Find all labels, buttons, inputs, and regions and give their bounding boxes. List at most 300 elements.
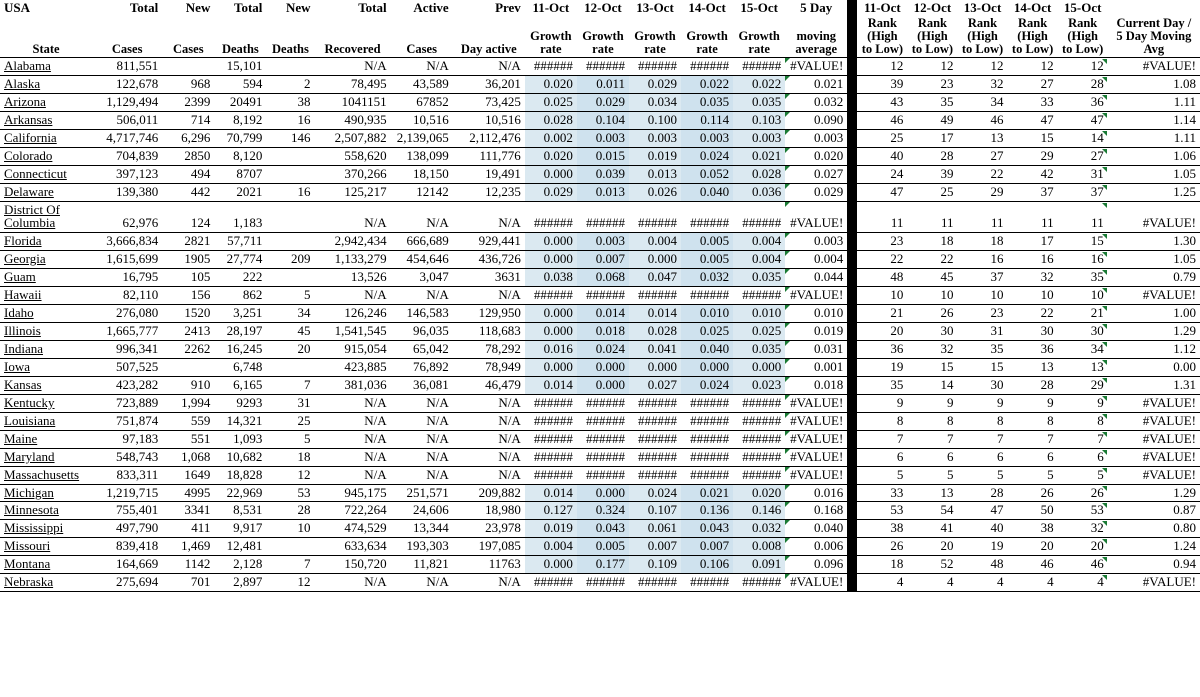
table-row[interactable] xyxy=(0,112,1200,130)
state-label: Montana xyxy=(4,556,51,572)
growth-rate-cell: ###### xyxy=(733,201,785,233)
growth-rate-cell: 0.034 xyxy=(629,94,681,112)
current-vs-avg-cell: 1.25 xyxy=(1108,183,1200,201)
growth-rate-cell: 0.106 xyxy=(681,556,733,574)
growth-rate-cell: ###### xyxy=(525,287,577,305)
rank-cell: 27 xyxy=(957,148,1007,166)
state-label: Alabama xyxy=(4,58,51,74)
header-main-cell: Cases xyxy=(391,16,453,58)
new-deaths-cell: 16 xyxy=(266,112,314,130)
growth-rate-cell: 0.104 xyxy=(577,112,629,130)
growth-rate-cell: 0.061 xyxy=(629,520,681,538)
growth-rate-cell: 0.107 xyxy=(629,502,681,520)
state-label: Delaware xyxy=(4,183,54,199)
new-deaths-cell xyxy=(266,201,314,233)
growth-rate-cell: 0.024 xyxy=(681,376,733,394)
active-cases-cell: N/A xyxy=(391,394,453,412)
rank-cell: 34 xyxy=(1058,341,1108,359)
current-vs-avg-cell: 1.05 xyxy=(1108,251,1200,269)
current-vs-avg-cell: 1.00 xyxy=(1108,305,1200,323)
growth-rate-cell: 0.136 xyxy=(681,502,733,520)
rank-cell: 25 xyxy=(907,183,957,201)
rank-cell: 30 xyxy=(1008,323,1058,341)
new-cases-cell: 494 xyxy=(162,165,214,183)
new-cases-cell: 411 xyxy=(162,520,214,538)
rank-cell: 13 xyxy=(1058,358,1108,376)
rank-cell: 7 xyxy=(857,430,907,448)
table-row[interactable] xyxy=(0,269,1200,287)
column-separator xyxy=(847,430,857,448)
growth-rate-cell: 0.032 xyxy=(681,269,733,287)
new-deaths-cell: 5 xyxy=(266,287,314,305)
moving-average-cell: 0.027 xyxy=(785,165,847,183)
state-name-cell[interactable] xyxy=(0,287,92,305)
state-name-cell[interactable] xyxy=(0,484,92,502)
table-row[interactable] xyxy=(0,538,1200,556)
growth-rate-cell: 0.028 xyxy=(629,323,681,341)
recovered-cell: N/A xyxy=(314,448,390,466)
total-cases-cell: 811,551 xyxy=(92,58,162,76)
total-deaths-cell: 6,165 xyxy=(214,376,266,394)
state-name-cell[interactable] xyxy=(0,394,92,412)
new-cases-cell: 910 xyxy=(162,376,214,394)
new-cases-cell: 105 xyxy=(162,269,214,287)
state-name-cell[interactable] xyxy=(0,556,92,574)
total-cases-cell: 423,282 xyxy=(92,376,162,394)
new-deaths-cell: 45 xyxy=(266,323,314,341)
prev-day-active-cell: 197,085 xyxy=(453,538,525,556)
growth-rate-cell: 0.047 xyxy=(629,269,681,287)
header-top-cell: Prev xyxy=(495,0,521,15)
header-top-cell: Total xyxy=(233,0,263,15)
growth-rate-cell: 0.014 xyxy=(577,305,629,323)
rank-cell: 4 xyxy=(907,574,957,592)
rank-cell: 38 xyxy=(1008,520,1058,538)
state-name-cell[interactable] xyxy=(0,448,92,466)
state-name-cell[interactable] xyxy=(0,94,92,112)
state-label: Colorado xyxy=(4,148,53,163)
rank-cell: 32 xyxy=(957,76,1007,94)
rank-cell: 23 xyxy=(857,233,907,251)
growth-rate-cell: 0.177 xyxy=(577,556,629,574)
moving-average-cell: 0.001 xyxy=(785,358,847,376)
total-cases-cell: 276,080 xyxy=(92,305,162,323)
table-row[interactable] xyxy=(0,341,1200,359)
header-top-cell: 11-Oct xyxy=(863,0,901,15)
current-vs-avg-cell: 1.29 xyxy=(1108,484,1200,502)
recovered-cell: 633,634 xyxy=(314,538,390,556)
recovered-cell: 2,942,434 xyxy=(314,233,390,251)
new-deaths-cell: 20 xyxy=(266,341,314,359)
rank-cell: 4 xyxy=(1008,574,1058,592)
state-name-cell[interactable] xyxy=(0,466,92,484)
growth-rate-cell: ###### xyxy=(629,448,681,466)
state-label: Alaska xyxy=(4,76,41,92)
recovered-cell: 474,529 xyxy=(314,520,390,538)
recovered-cell: N/A xyxy=(314,412,390,430)
header-main-cell: Cases xyxy=(162,16,214,58)
table-row[interactable] xyxy=(0,94,1200,112)
table-row[interactable] xyxy=(0,466,1200,484)
table-row[interactable] xyxy=(0,287,1200,305)
rank-cell: 11 xyxy=(857,201,907,233)
active-cases-cell: 67852 xyxy=(391,94,453,112)
prev-day-active-cell: 23,978 xyxy=(453,520,525,538)
header-top-cell: New xyxy=(285,0,311,15)
table-row[interactable] xyxy=(0,233,1200,251)
rank-cell: 26 xyxy=(907,305,957,323)
column-separator xyxy=(847,165,857,183)
rank-cell: 7 xyxy=(1008,430,1058,448)
table-row[interactable] xyxy=(0,412,1200,430)
header-top-cell: Active xyxy=(413,0,449,15)
state-label: Missouri xyxy=(4,538,51,554)
rank-cell: 17 xyxy=(907,130,957,148)
table-row[interactable] xyxy=(0,76,1200,94)
growth-rate-cell: 0.000 xyxy=(577,358,629,376)
rank-cell: 36 xyxy=(857,341,907,359)
active-cases-cell: 3,047 xyxy=(391,269,453,287)
new-cases-cell: 701 xyxy=(162,574,214,592)
state-name-cell[interactable] xyxy=(0,130,92,148)
moving-average-cell: 0.010 xyxy=(785,305,847,323)
prev-day-active-cell: 12,235 xyxy=(453,183,525,201)
rank-cell: 5 xyxy=(857,466,907,484)
rank-cell: 46 xyxy=(1008,556,1058,574)
active-cases-cell: N/A xyxy=(391,287,453,305)
total-deaths-cell: 8,531 xyxy=(214,502,266,520)
state-name-cell[interactable] xyxy=(0,412,92,430)
rank-cell: 26 xyxy=(1008,484,1058,502)
state-name-cell[interactable] xyxy=(0,251,92,269)
header-top-cell: Total xyxy=(129,0,159,15)
current-vs-avg-cell: 1.11 xyxy=(1108,130,1200,148)
header-main-cell: moving average xyxy=(785,16,847,58)
prev-day-active-cell: 118,683 xyxy=(453,323,525,341)
new-cases-cell: 2850 xyxy=(162,148,214,166)
recovered-cell: N/A xyxy=(314,287,390,305)
header-main-cell: Rank (High to Low) xyxy=(857,16,907,58)
header-main-cell: Rank (High to Low) xyxy=(1058,16,1108,58)
rank-cell: 28 xyxy=(1008,376,1058,394)
moving-average-cell: #VALUE! xyxy=(785,466,847,484)
recovered-cell: N/A xyxy=(314,574,390,592)
total-cases-cell: 833,311 xyxy=(92,466,162,484)
total-deaths-cell: 14,321 xyxy=(214,412,266,430)
total-deaths-cell: 12,481 xyxy=(214,538,266,556)
state-name-cell[interactable] xyxy=(0,112,92,130)
rank-cell: 24 xyxy=(857,165,907,183)
active-cases-cell: 193,303 xyxy=(391,538,453,556)
total-deaths-cell: 10,682 xyxy=(214,448,266,466)
state-name-cell[interactable] xyxy=(0,58,92,76)
header-row-main xyxy=(0,16,1200,58)
new-cases-cell: 551 xyxy=(162,430,214,448)
recovered-cell: N/A xyxy=(314,394,390,412)
table-row[interactable] xyxy=(0,251,1200,269)
growth-rate-cell: 0.040 xyxy=(681,341,733,359)
state-name-cell[interactable] xyxy=(0,269,92,287)
table-row[interactable] xyxy=(0,574,1200,592)
total-deaths-cell: 20491 xyxy=(214,94,266,112)
column-separator xyxy=(847,341,857,359)
recovered-cell: 945,175 xyxy=(314,484,390,502)
active-cases-cell: 454,646 xyxy=(391,251,453,269)
growth-rate-cell: 0.000 xyxy=(525,323,577,341)
recovered-cell: 78,495 xyxy=(314,76,390,94)
state-name-cell[interactable] xyxy=(0,148,92,166)
prev-day-active-cell: 929,441 xyxy=(453,233,525,251)
rank-cell: 12 xyxy=(1008,58,1058,76)
rank-cell: 45 xyxy=(907,269,957,287)
rank-cell: 12 xyxy=(857,58,907,76)
growth-rate-cell: 0.014 xyxy=(525,376,577,394)
rank-cell: 40 xyxy=(957,520,1007,538)
moving-average-cell: 0.003 xyxy=(785,233,847,251)
rank-cell: 37 xyxy=(957,269,1007,287)
current-vs-avg-cell: #VALUE! xyxy=(1108,466,1200,484)
active-cases-cell: 36,081 xyxy=(391,376,453,394)
column-separator xyxy=(847,16,857,58)
state-name-cell[interactable] xyxy=(0,76,92,94)
growth-rate-cell: 0.018 xyxy=(577,323,629,341)
rank-cell: 37 xyxy=(1058,183,1108,201)
rank-cell: 33 xyxy=(857,484,907,502)
new-deaths-cell: 31 xyxy=(266,394,314,412)
table-row[interactable] xyxy=(0,305,1200,323)
rank-cell: 11 xyxy=(1008,201,1058,233)
rank-cell: 29 xyxy=(957,183,1007,201)
table-row[interactable] xyxy=(0,183,1200,201)
rank-cell: 29 xyxy=(1058,376,1108,394)
header-main-cell: Deaths xyxy=(266,16,314,58)
new-cases-cell: 968 xyxy=(162,76,214,94)
state-name-cell[interactable] xyxy=(0,165,92,183)
state-name-cell[interactable] xyxy=(0,233,92,251)
rank-cell: 41 xyxy=(907,520,957,538)
recovered-cell: 13,526 xyxy=(314,269,390,287)
moving-average-cell: #VALUE! xyxy=(785,58,847,76)
growth-rate-cell: 0.010 xyxy=(681,305,733,323)
header-top-cell: New xyxy=(185,0,211,15)
prev-day-active-cell: 78,292 xyxy=(453,341,525,359)
column-separator xyxy=(847,394,857,412)
prev-day-active-cell: N/A xyxy=(453,412,525,430)
growth-rate-cell: 0.020 xyxy=(525,76,577,94)
rank-cell: 35 xyxy=(857,376,907,394)
table-row[interactable] xyxy=(0,520,1200,538)
recovered-cell: 1,541,545 xyxy=(314,323,390,341)
total-deaths-cell: 16,245 xyxy=(214,341,266,359)
table-row[interactable] xyxy=(0,58,1200,76)
moving-average-cell: #VALUE! xyxy=(785,201,847,233)
rank-cell: 8 xyxy=(1058,412,1108,430)
growth-rate-cell: 0.004 xyxy=(733,251,785,269)
state-name-cell[interactable] xyxy=(0,183,92,201)
new-cases-cell: 1905 xyxy=(162,251,214,269)
state-name-cell[interactable] xyxy=(0,520,92,538)
rank-cell: 13 xyxy=(907,484,957,502)
growth-rate-cell: 0.014 xyxy=(525,484,577,502)
rank-cell: 47 xyxy=(857,183,907,201)
state-label: Maryland xyxy=(4,448,55,464)
prev-day-active-cell: 46,479 xyxy=(453,376,525,394)
table-row[interactable] xyxy=(0,502,1200,520)
rank-cell: 18 xyxy=(957,233,1007,251)
rank-cell: 14 xyxy=(1058,130,1108,148)
growth-rate-cell: 0.028 xyxy=(733,165,785,183)
header-main-cell: Recovered xyxy=(314,16,390,58)
state-label: Louisiana xyxy=(4,412,56,428)
total-deaths-cell: 9,917 xyxy=(214,520,266,538)
state-name-cell[interactable] xyxy=(0,358,92,376)
new-deaths-cell: 7 xyxy=(266,556,314,574)
recovered-cell: N/A xyxy=(314,58,390,76)
growth-rate-cell: ###### xyxy=(629,201,681,233)
current-vs-avg-cell: #VALUE! xyxy=(1108,412,1200,430)
growth-rate-cell: ###### xyxy=(681,58,733,76)
total-cases-cell: 1,219,715 xyxy=(92,484,162,502)
active-cases-cell: 666,689 xyxy=(391,233,453,251)
total-cases-cell: 497,790 xyxy=(92,520,162,538)
new-cases-cell: 3341 xyxy=(162,502,214,520)
total-cases-cell: 839,418 xyxy=(92,538,162,556)
total-deaths-cell: 18,828 xyxy=(214,466,266,484)
moving-average-cell: 0.016 xyxy=(785,484,847,502)
table-row[interactable] xyxy=(0,556,1200,574)
total-deaths-cell: 57,711 xyxy=(214,233,266,251)
new-cases-cell: 559 xyxy=(162,412,214,430)
table-row[interactable] xyxy=(0,358,1200,376)
growth-rate-cell: 0.043 xyxy=(577,520,629,538)
recovered-cell: 150,720 xyxy=(314,556,390,574)
new-deaths-cell: 12 xyxy=(266,466,314,484)
table-row[interactable] xyxy=(0,430,1200,448)
new-cases-cell: 124 xyxy=(162,201,214,233)
table-row[interactable] xyxy=(0,448,1200,466)
column-separator xyxy=(847,94,857,112)
total-cases-cell: 548,743 xyxy=(92,448,162,466)
new-deaths-cell: 209 xyxy=(266,251,314,269)
current-vs-avg-cell: #VALUE! xyxy=(1108,430,1200,448)
growth-rate-cell: 0.004 xyxy=(733,233,785,251)
rank-cell: 47 xyxy=(957,502,1007,520)
growth-rate-cell: 0.028 xyxy=(525,112,577,130)
column-separator xyxy=(847,502,857,520)
growth-rate-cell: 0.003 xyxy=(681,130,733,148)
current-vs-avg-cell: #VALUE! xyxy=(1108,58,1200,76)
growth-rate-cell: 0.005 xyxy=(681,233,733,251)
growth-rate-cell: 0.068 xyxy=(577,269,629,287)
growth-rate-cell: ###### xyxy=(577,201,629,233)
growth-rate-cell: ###### xyxy=(629,58,681,76)
prev-day-active-cell: 209,882 xyxy=(453,484,525,502)
new-deaths-cell xyxy=(266,233,314,251)
table-row[interactable] xyxy=(0,148,1200,166)
rank-cell: 22 xyxy=(957,165,1007,183)
active-cases-cell: N/A xyxy=(391,58,453,76)
growth-rate-cell: 0.024 xyxy=(577,341,629,359)
table-row[interactable] xyxy=(0,130,1200,148)
growth-rate-cell: 0.010 xyxy=(733,305,785,323)
header-main-cell: Growth rate xyxy=(525,16,577,58)
state-name-cell[interactable] xyxy=(0,341,92,359)
recovered-cell: 558,620 xyxy=(314,148,390,166)
state-label: Maine xyxy=(4,430,38,446)
column-separator xyxy=(847,287,857,305)
growth-rate-cell: 0.016 xyxy=(525,341,577,359)
header-main-cell: Current Day / 5 Day Moving Avg xyxy=(1108,16,1200,58)
growth-rate-cell: 0.020 xyxy=(733,484,785,502)
moving-average-cell: 0.006 xyxy=(785,538,847,556)
growth-rate-cell: ###### xyxy=(681,466,733,484)
growth-rate-cell: ###### xyxy=(733,58,785,76)
table-row[interactable] xyxy=(0,484,1200,502)
growth-rate-cell: 0.025 xyxy=(733,323,785,341)
growth-rate-cell: ###### xyxy=(577,448,629,466)
rank-cell: 26 xyxy=(1058,484,1108,502)
growth-rate-cell: 0.003 xyxy=(733,130,785,148)
moving-average-cell: #VALUE! xyxy=(785,574,847,592)
table-row[interactable] xyxy=(0,394,1200,412)
new-deaths-cell xyxy=(266,148,314,166)
growth-rate-cell: 0.127 xyxy=(525,502,577,520)
growth-rate-cell: 0.000 xyxy=(525,556,577,574)
rank-cell: 8 xyxy=(957,412,1007,430)
state-label: Guam xyxy=(4,269,36,285)
state-name-cell[interactable] xyxy=(0,201,92,233)
state-name-cell[interactable] xyxy=(0,376,92,394)
state-name-cell[interactable] xyxy=(0,305,92,323)
rank-cell: 23 xyxy=(907,76,957,94)
new-cases-cell: 1,068 xyxy=(162,448,214,466)
total-cases-cell: 97,183 xyxy=(92,430,162,448)
column-separator xyxy=(847,233,857,251)
total-cases-cell: 507,525 xyxy=(92,358,162,376)
rank-cell: 34 xyxy=(957,94,1007,112)
growth-rate-cell: 0.022 xyxy=(681,76,733,94)
prev-day-active-cell: 78,949 xyxy=(453,358,525,376)
growth-rate-cell: ###### xyxy=(733,287,785,305)
table-row[interactable] xyxy=(0,376,1200,394)
rank-cell: 22 xyxy=(907,251,957,269)
rank-cell: 5 xyxy=(1058,466,1108,484)
new-deaths-cell: 7 xyxy=(266,376,314,394)
active-cases-cell: N/A xyxy=(391,574,453,592)
new-deaths-cell xyxy=(266,358,314,376)
state-name-cell[interactable] xyxy=(0,502,92,520)
header-row-top xyxy=(0,0,1200,16)
state-name-cell[interactable] xyxy=(0,323,92,341)
growth-rate-cell: 0.003 xyxy=(577,233,629,251)
table-row[interactable] xyxy=(0,165,1200,183)
rank-cell: 31 xyxy=(957,323,1007,341)
table-row[interactable] xyxy=(0,323,1200,341)
growth-rate-cell: 0.000 xyxy=(577,376,629,394)
rank-cell: 46 xyxy=(957,112,1007,130)
growth-rate-cell: 0.000 xyxy=(525,233,577,251)
table-row[interactable] xyxy=(0,201,1200,233)
new-deaths-cell: 53 xyxy=(266,484,314,502)
growth-rate-cell: ###### xyxy=(681,448,733,466)
growth-rate-cell: 0.029 xyxy=(525,183,577,201)
state-name-cell[interactable] xyxy=(0,574,92,592)
state-name-cell[interactable] xyxy=(0,538,92,556)
state-name-cell[interactable] xyxy=(0,430,92,448)
new-cases-cell: 1142 xyxy=(162,556,214,574)
prev-day-active-cell: N/A xyxy=(453,58,525,76)
growth-rate-cell: 0.019 xyxy=(525,520,577,538)
